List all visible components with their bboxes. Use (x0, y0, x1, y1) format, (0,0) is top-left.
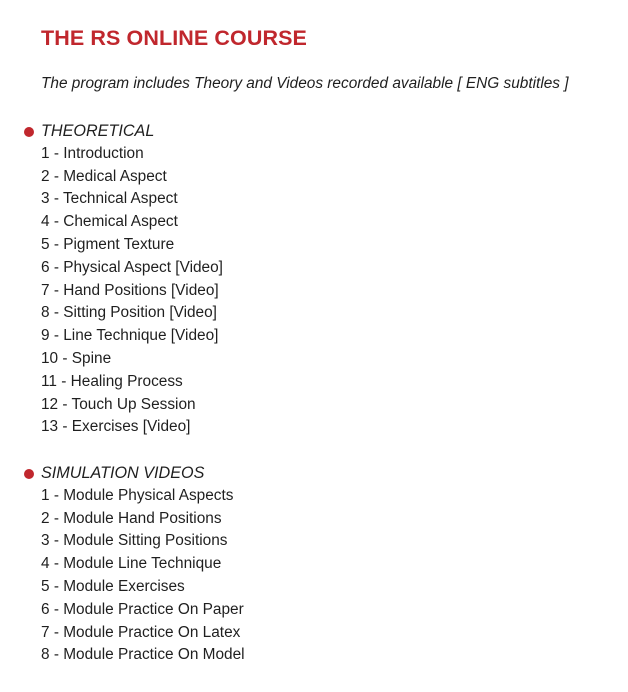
bullet-dot-icon (24, 469, 34, 479)
list-item: 4 - Chemical Aspect (41, 213, 178, 231)
list-item: 2 - Medical Aspect (41, 167, 167, 185)
section-heading (41, 462, 608, 485)
list-item: 8 - Module Practice On Model (41, 646, 245, 664)
section-simulation-videos (41, 462, 608, 667)
list-item: 13 - Exercises [Video] (41, 418, 191, 436)
theoretical-list (41, 143, 608, 439)
list-item: 3 - Technical Aspect (41, 190, 178, 208)
page-title: THE RS ONLINE COURSE (41, 26, 307, 50)
list-item: 4 - Module Line Technique (41, 555, 222, 573)
list-item: 7 - Module Practice On Latex (41, 623, 241, 641)
list-item: 9 - Line Technique [Video] (41, 327, 219, 345)
course-description: The program includes Theory and Videos recorded available [ ENG subtitles ] (41, 75, 569, 92)
list-item: 2 - Module Hand Positions (41, 509, 222, 527)
section-heading-label: SIMULATION VIDEOS (41, 464, 205, 482)
section-heading-label: THEORETICAL (41, 122, 155, 140)
bullet-dot-icon (24, 127, 34, 137)
list-item: 11 - Healing Process (41, 372, 183, 390)
list-item: 6 - Physical Aspect [Video] (41, 258, 223, 276)
list-item: 10 - Spine (41, 349, 112, 367)
list-item: 1 - Introduction (41, 144, 144, 162)
list-item: 1 - Module Physical Aspects (41, 486, 234, 504)
list-item: 5 - Module Exercises (41, 577, 185, 595)
simulation-list (41, 485, 608, 667)
list-item: 8 - Sitting Position [Video] (41, 304, 217, 322)
list-item: 6 - Module Practice On Paper (41, 600, 244, 618)
section-theoretical (41, 120, 608, 439)
list-item: 5 - Pigment Texture (41, 235, 175, 253)
section-heading (41, 120, 608, 143)
list-item: 7 - Hand Positions [Video] (41, 281, 219, 299)
list-item: 3 - Module Sitting Positions (41, 532, 228, 550)
list-item: 12 - Touch Up Session (41, 395, 196, 413)
